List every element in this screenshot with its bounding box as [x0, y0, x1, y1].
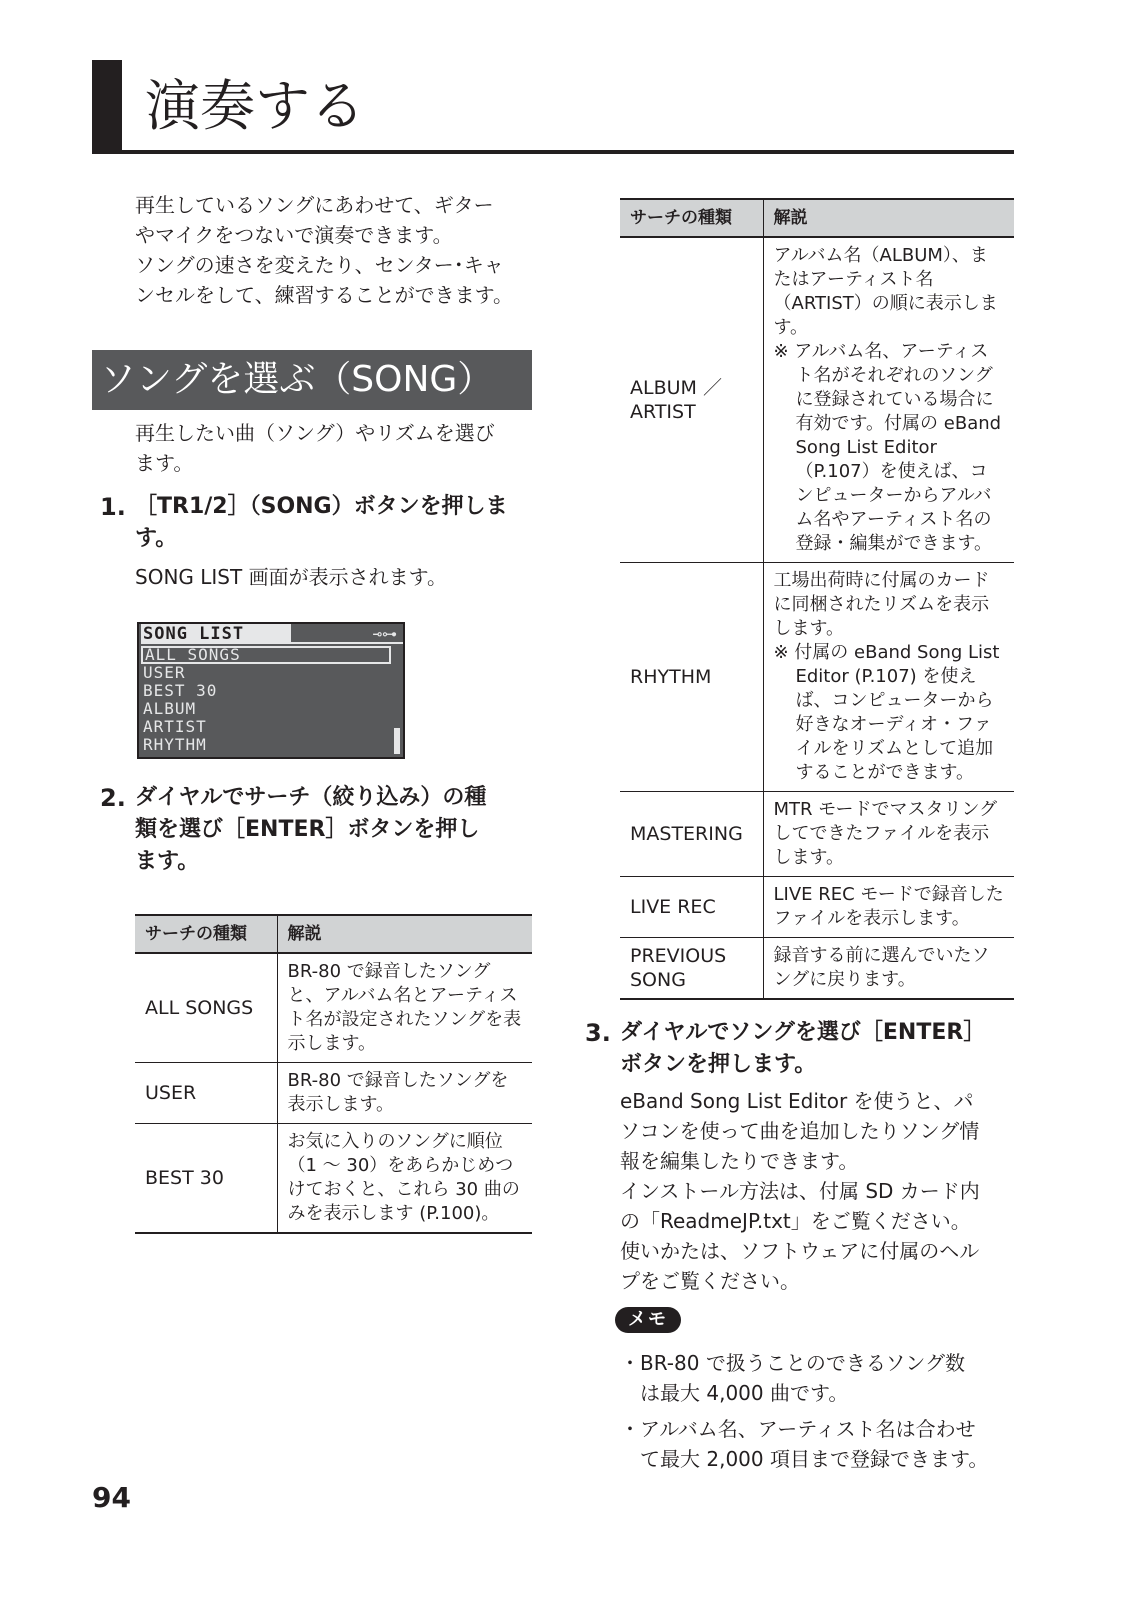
step-body-line: インストール方法は、付属 SD カード内	[620, 1179, 980, 1203]
table-row	[620, 237, 1014, 563]
table-cell-desc	[763, 563, 1014, 792]
memo-bullet	[620, 1348, 965, 1408]
table-header-row	[620, 199, 1014, 237]
memo-bullet-line: て最大 2,000 項目まで登録できます。	[620, 1447, 989, 1471]
lcd-list-item: BEST 30	[143, 681, 218, 700]
intro-line: 再生しているソングにあわせて、ギター	[135, 193, 494, 217]
table-row	[135, 1063, 532, 1124]
step-body-line: プをご覧ください。	[620, 1269, 800, 1293]
step-line: ダイヤルでサーチ（絞り込み）の種	[135, 785, 487, 810]
lcd-title: SONG LIST	[141, 624, 291, 644]
table-cell-desc: BR-80 で録音したソングと、アルバム名とアーティスト名が設定されたソングを表示します。	[277, 953, 532, 1063]
step-line: す。	[135, 526, 178, 551]
table-header-desc: 解説	[763, 199, 1014, 237]
table-cell-desc: MTR モードでマスタリングしてできたファイルを表示します。	[763, 792, 1014, 877]
step-body-line: の「ReadmeJP.txt」をご覧ください。	[620, 1209, 971, 1233]
memo-badge: メモ	[615, 1307, 681, 1333]
step-line: ［TR1/2］（SONG）ボタンを押しま	[135, 494, 508, 519]
song-list-lcd-screen	[137, 622, 405, 759]
table-cell-desc-text: アルバム名（ALBUM）、またはアーティスト名（ARTIST）の順に表示します。	[773, 245, 998, 338]
table-cell-term: BEST 30	[135, 1124, 277, 1234]
table-cell-term: RHYTHM	[620, 563, 763, 792]
step-sub-line: SONG LIST 画面が表示されます。	[135, 565, 447, 589]
table-cell-desc: BR-80 で録音したソングを表示します。	[277, 1063, 532, 1124]
page-title: 演奏する	[145, 74, 366, 138]
table-header-type: サーチの種類	[620, 199, 763, 237]
table-row	[620, 563, 1014, 792]
step-body-line: ソコンを使って曲を追加したりソング情	[620, 1119, 980, 1143]
table-header-desc: 解説	[277, 915, 532, 953]
table-cell-note: ※ アルバム名、アーティスト名がそれぞれのソングに登録されている場合に有効です。付属の eBand Song List Editor（P.107）を使えば、コンピューターからアルバム名やアーティスト名の登録・編集ができます。	[773, 341, 1002, 554]
table-row	[135, 953, 532, 1063]
step-line: ます。	[135, 849, 200, 874]
section-intro	[135, 418, 495, 478]
table-cell-desc-text: 工場出荷時に付属のカードに同梱されたリズムを表示します。	[773, 570, 990, 639]
search-type-table-left	[135, 914, 532, 1234]
section-intro-line: ます。	[135, 451, 194, 475]
search-type-table-right	[620, 198, 1014, 1000]
lcd-list-item: USER	[143, 663, 186, 682]
step-text	[135, 491, 508, 555]
step-text	[135, 782, 486, 878]
page-number: 94	[92, 1481, 131, 1514]
table-cell-desc	[763, 237, 1014, 563]
table-cell-term: PREVIOUS SONG	[620, 938, 763, 1000]
step-text	[620, 1017, 985, 1081]
section-intro-line: 再生したい曲（ソング）やリズムを選び	[135, 421, 495, 445]
step-sub-text	[135, 562, 447, 592]
table-cell-term: LIVE REC	[620, 877, 763, 938]
table-cell-term: MASTERING	[620, 792, 763, 877]
lcd-list-item: ARTIST	[143, 717, 207, 736]
step-line: ダイヤルでソングを選び［ENTER］	[620, 1020, 986, 1045]
memo-bullet-line: は最大 4,000 曲です。	[620, 1381, 849, 1405]
intro-line: やマイクをつないで演奏できます。	[135, 223, 453, 247]
step-body-line: 報を編集したりできます。	[620, 1149, 859, 1173]
memo-bullet-line: ・BR-80 で扱うことのできるソング数	[620, 1351, 966, 1375]
step-number: 2.	[100, 784, 126, 812]
step-body-line: eBand Song List Editor を使うと、パ	[620, 1089, 974, 1113]
connector-icon: ⊸⊶	[372, 625, 397, 643]
table-row	[135, 1124, 532, 1234]
table-row	[620, 877, 1014, 938]
table-cell-term: ALBUM ／ ARTIST	[620, 237, 763, 563]
title-rule	[92, 150, 1014, 154]
step-body	[620, 1086, 980, 1296]
table-cell-desc: 録音する前に選んでいたソングに戻ります。	[763, 938, 1014, 1000]
lcd-list-item-selected: ALL SONGS	[141, 646, 391, 664]
intro-line: ソングの速さを変えたり、センター･キャ	[135, 253, 504, 277]
table-cell-term: USER	[135, 1063, 277, 1124]
table-header-type: サーチの種類	[135, 915, 277, 953]
table-row	[620, 938, 1014, 1000]
step-number: 1.	[100, 493, 126, 521]
table-cell-note: ※ 付属の eBand Song List Editor (P.107) を使えば、コンピューターから好きなオーディオ・ファイルをリズムとして追加することができます。	[773, 642, 1000, 783]
table-row	[620, 792, 1014, 877]
lcd-list-item: ALBUM	[143, 699, 197, 718]
step-number: 3.	[585, 1019, 611, 1047]
step-body-line: 使いかたは、ソフトウェアに付属のヘル	[620, 1239, 980, 1263]
step-line: ボタンを押します。	[620, 1052, 817, 1077]
lcd-scrollbar	[394, 728, 400, 754]
memo-bullet-line: ・アルバム名、アーティスト名は合わせ	[620, 1417, 976, 1441]
section-heading: ソングを選ぶ（SONG）	[92, 350, 532, 410]
table-header-row	[135, 915, 532, 953]
intro-line: ンセルをして、練習することができます。	[135, 283, 513, 307]
memo-bullet	[620, 1414, 988, 1474]
lcd-list-item: RHYTHM	[143, 735, 207, 754]
table-cell-term: ALL SONGS	[135, 953, 277, 1063]
table-cell-desc: お気に入りのソングに順位（1 〜 30）をあらかじめつけておくと、これら 30 曲のみを表示します (P.100)。	[277, 1124, 532, 1234]
step-line: 類を選び［ENTER］ボタンを押し	[135, 817, 480, 842]
title-marker-bar	[92, 60, 122, 152]
intro-paragraph	[135, 190, 513, 310]
table-cell-desc: LIVE REC モードで録音したファイルを表示します。	[763, 877, 1014, 938]
